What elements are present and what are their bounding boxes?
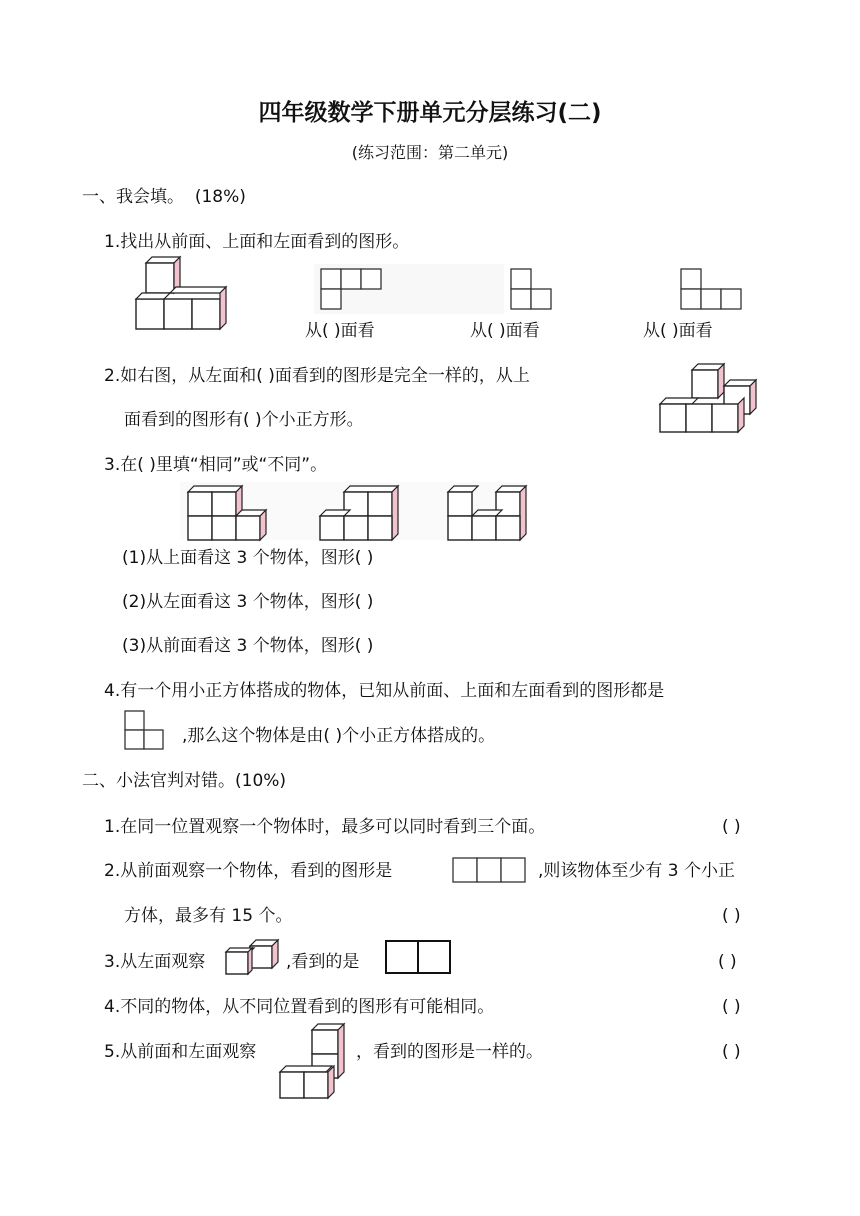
- q2-cube-figure: [658, 362, 762, 438]
- q4-line1: 4.有一个用小正方体搭成的物体，已知从前面、上面和左面看到的图形都是: [104, 681, 665, 701]
- q3-text: 3.在( )里填“相同”或“不同”。: [104, 455, 328, 475]
- judge-3-text2: ,看到的是: [286, 952, 360, 972]
- q1-text: 1.找出从前面、上面和左面看到的图形。: [104, 232, 410, 252]
- judge-4-text: 4.不同的物体，从不同位置看到的图形有可能相同。: [104, 997, 495, 1017]
- q1-view-c: [680, 268, 742, 312]
- q4-line2: ,那么这个物体是由( )个小正方体搭成的。: [182, 726, 496, 746]
- judge-3-cube-figure: [224, 938, 284, 976]
- q3-object-1: [186, 484, 266, 542]
- section1-score: (18%): [194, 187, 246, 207]
- judge-2-text2: ,则该物体至少有 3 个小正: [538, 861, 736, 881]
- judge-3-paren: ( ): [718, 952, 737, 972]
- judge-1-text: 1.在同一位置观察一个物体时，最多可以同时看到三个面。: [104, 817, 546, 837]
- judge-2-text3: 方体，最多有 15 个。: [124, 906, 293, 926]
- q1-blank-1: 从( )面看: [305, 321, 375, 341]
- q1-view-a: [320, 268, 382, 312]
- q3-item-1: (1)从上面看这 3 个物体，图形( ): [122, 548, 374, 568]
- section1-heading: 一、我会填。 (18%): [82, 187, 246, 207]
- judge-1-paren: ( ): [722, 817, 741, 837]
- judge-2-text: 2.从前面观察一个物体，看到的图形是: [104, 861, 393, 881]
- q1-cube-figure: [134, 257, 234, 333]
- judge-5-text: 5.从前面和左面观察: [104, 1042, 257, 1062]
- q2-line1: 2.如右图，从左面和( )面看到的图形是完全一样的，从上: [104, 366, 530, 386]
- judge-2-paren: ( ): [722, 906, 741, 926]
- page-subtitle: (练习范围：第二单元): [351, 143, 509, 162]
- q1-blank-2: 从( )面看: [470, 321, 540, 341]
- judge-5-cube-figure: [278, 1022, 350, 1102]
- q4-view-figure: [124, 710, 164, 750]
- page-title: 四年级数学下册单元分层练习(二): [258, 100, 602, 126]
- judge-2-view-figure: [450, 856, 528, 884]
- q1-view-b: [510, 268, 552, 312]
- section2-heading: 二、小法官判对错。(10%): [82, 771, 287, 791]
- judge-3-view-figure: [384, 939, 454, 975]
- judge-5-text2: ，看到的图形是一样的。: [356, 1042, 543, 1062]
- q3-item-3: (3)从前面看这 3 个物体，图形( ): [122, 636, 374, 656]
- judge-5-paren: ( ): [722, 1042, 741, 1062]
- q3-item-2: (2)从左面看这 3 个物体，图形( ): [122, 592, 374, 612]
- q2-line2: 面看到的图形有( )个小正方形。: [124, 410, 364, 430]
- judge-4-paren: ( ): [722, 997, 741, 1017]
- q3-object-2: [318, 484, 398, 542]
- judge-3-text: 3.从左面观察: [104, 952, 206, 972]
- q3-object-3: [446, 484, 526, 542]
- q1-blank-3: 从( )面看: [643, 321, 713, 341]
